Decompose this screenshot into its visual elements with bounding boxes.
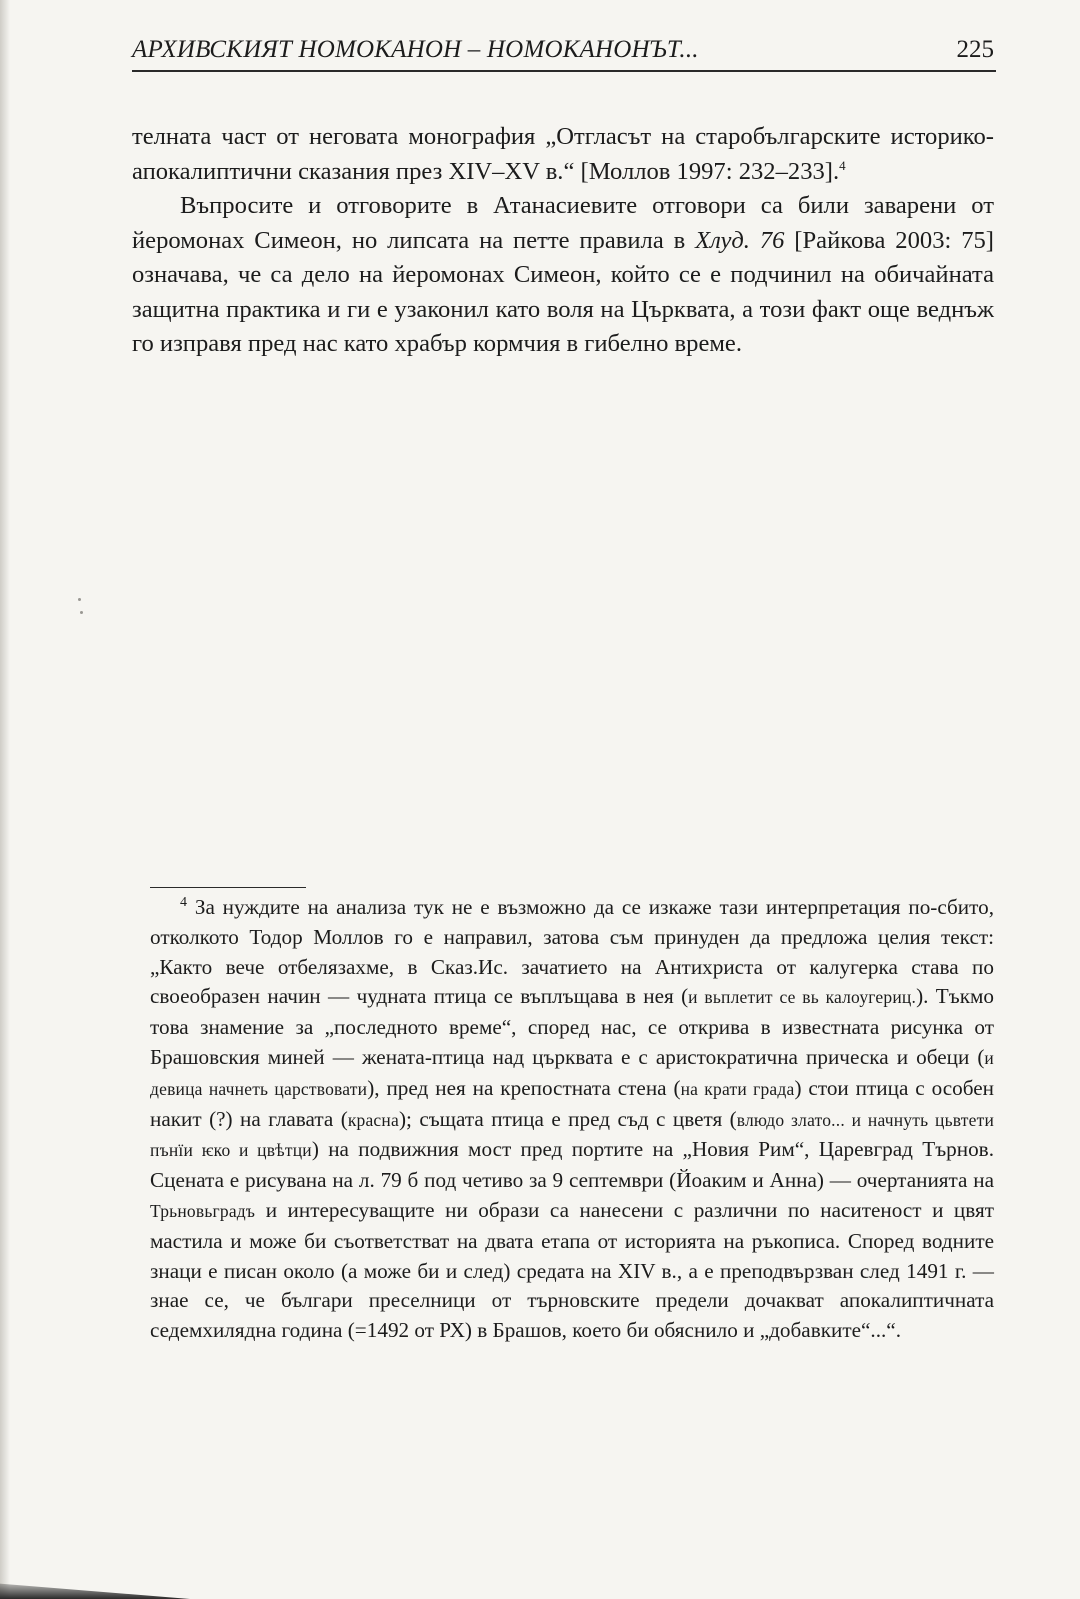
page-number: 225 [956,36,994,63]
manuscript-citation: Хлуд. 76 [695,226,785,254]
paragraph-2 [132,189,994,362]
slavonic-quote: влюдо злато... и начнуть цьвтети пънїи ѥко и цвѣтци [150,1109,995,1161]
paper-speck [80,611,83,614]
slavonic-quote: Трьновьградъ [150,1200,256,1221]
running-header [132,36,996,72]
footnote-paragraph [150,893,994,1346]
footnote-4 [150,893,994,1346]
page-gutter-shadow [0,0,10,1599]
footnote-text: и интересуващите ни образи са нанесени с различни по наситеност и цвят мастила и може би съответстват на двата етапа от историята на ръкописа. Според водните знаци е писан около (а може би и след) средата на XIV в., а е преподвързван след 1491 г. — знае се, че българи преселници от търновските предели дочакват апокалиптичната седемхилядна година (=1492 от РХ) в Брашов, което би обяснило и „добавките“...“. [150,1197,994,1343]
paragraph-2-text-a: Въпросите и отговорите в Атанасиевите отговори са били заварени от йеромонах Симеон, но липсата на петте правила в [132,192,994,254]
footnote-text: ). Тъкмо това знамение за „последното време“, според нас, се открива в известната рисунка от Брашовския миней — жената-птица над църквата е с аристократична прическа и обеци ( [150,984,994,1069]
paragraph-2-text-b: [Райкова 2003: 75] означава, че са дело на йеромонах Симеон, който се е подчинил на обичайната защитна практика и ги е узаконил като воля на Църквата, а този факт още веднъж го изправя пред нас като храбър кормчия в гибелно време. [132,226,994,357]
footnote-text: ); същата птица е пред съд с цветя ( [398,1106,737,1131]
footnote-text: За нуждите на анализа тук не е възможно да се изкаже тази интерпретация по-сбито, отколкото Тодор Моллов го е направил, затова съм принуден да предложа целия текст: „Както вече отбелязахме, в Сказ.Ис. зачатието на Антихриста от калугерка става по своеобразен начин — чудната птица се въплъщава в нея ( [150,895,994,1009]
slavonic-quote: и вьплетит се вь калоугериц. [688,987,917,1008]
footnote-number: 4 [180,894,187,910]
paragraph-1-text: телната част от неговата монография „Отгласът на старобългарските историко-апокалиптични сказания през XIV–XV в.“ [Моллов 1997: 232–233]. [132,123,994,185]
page-corner-shadow [0,1577,190,1599]
footnote-text: ), пред нея на крепостната стена ( [367,1075,681,1100]
paragraph-1 [132,120,994,189]
footnote-text: ) стои птица с особен накит (?) на главата ( [150,1075,994,1131]
slavonic-quote: красна [347,1109,399,1130]
slavonic-quote: и девица начнеть царствовати [150,1047,994,1099]
slavonic-quote: на крати града [680,1078,795,1099]
footnote-reference: 4 [839,157,846,173]
main-text [132,120,994,362]
paper-speck [78,598,81,601]
footnote-separator [150,887,306,888]
running-title: АРХИВСКИЯТ НОМОКАНОН – НОМОКАНОНЪТ... [132,36,699,63]
footnote-text: ) на подвижния мост пред портите на „Новия Рим“, Царевград Търнов. Сцената е рисувана на л. 79 б под четиво за 9 септември (Йоаким и Анна) — очертанията на [150,1137,994,1193]
